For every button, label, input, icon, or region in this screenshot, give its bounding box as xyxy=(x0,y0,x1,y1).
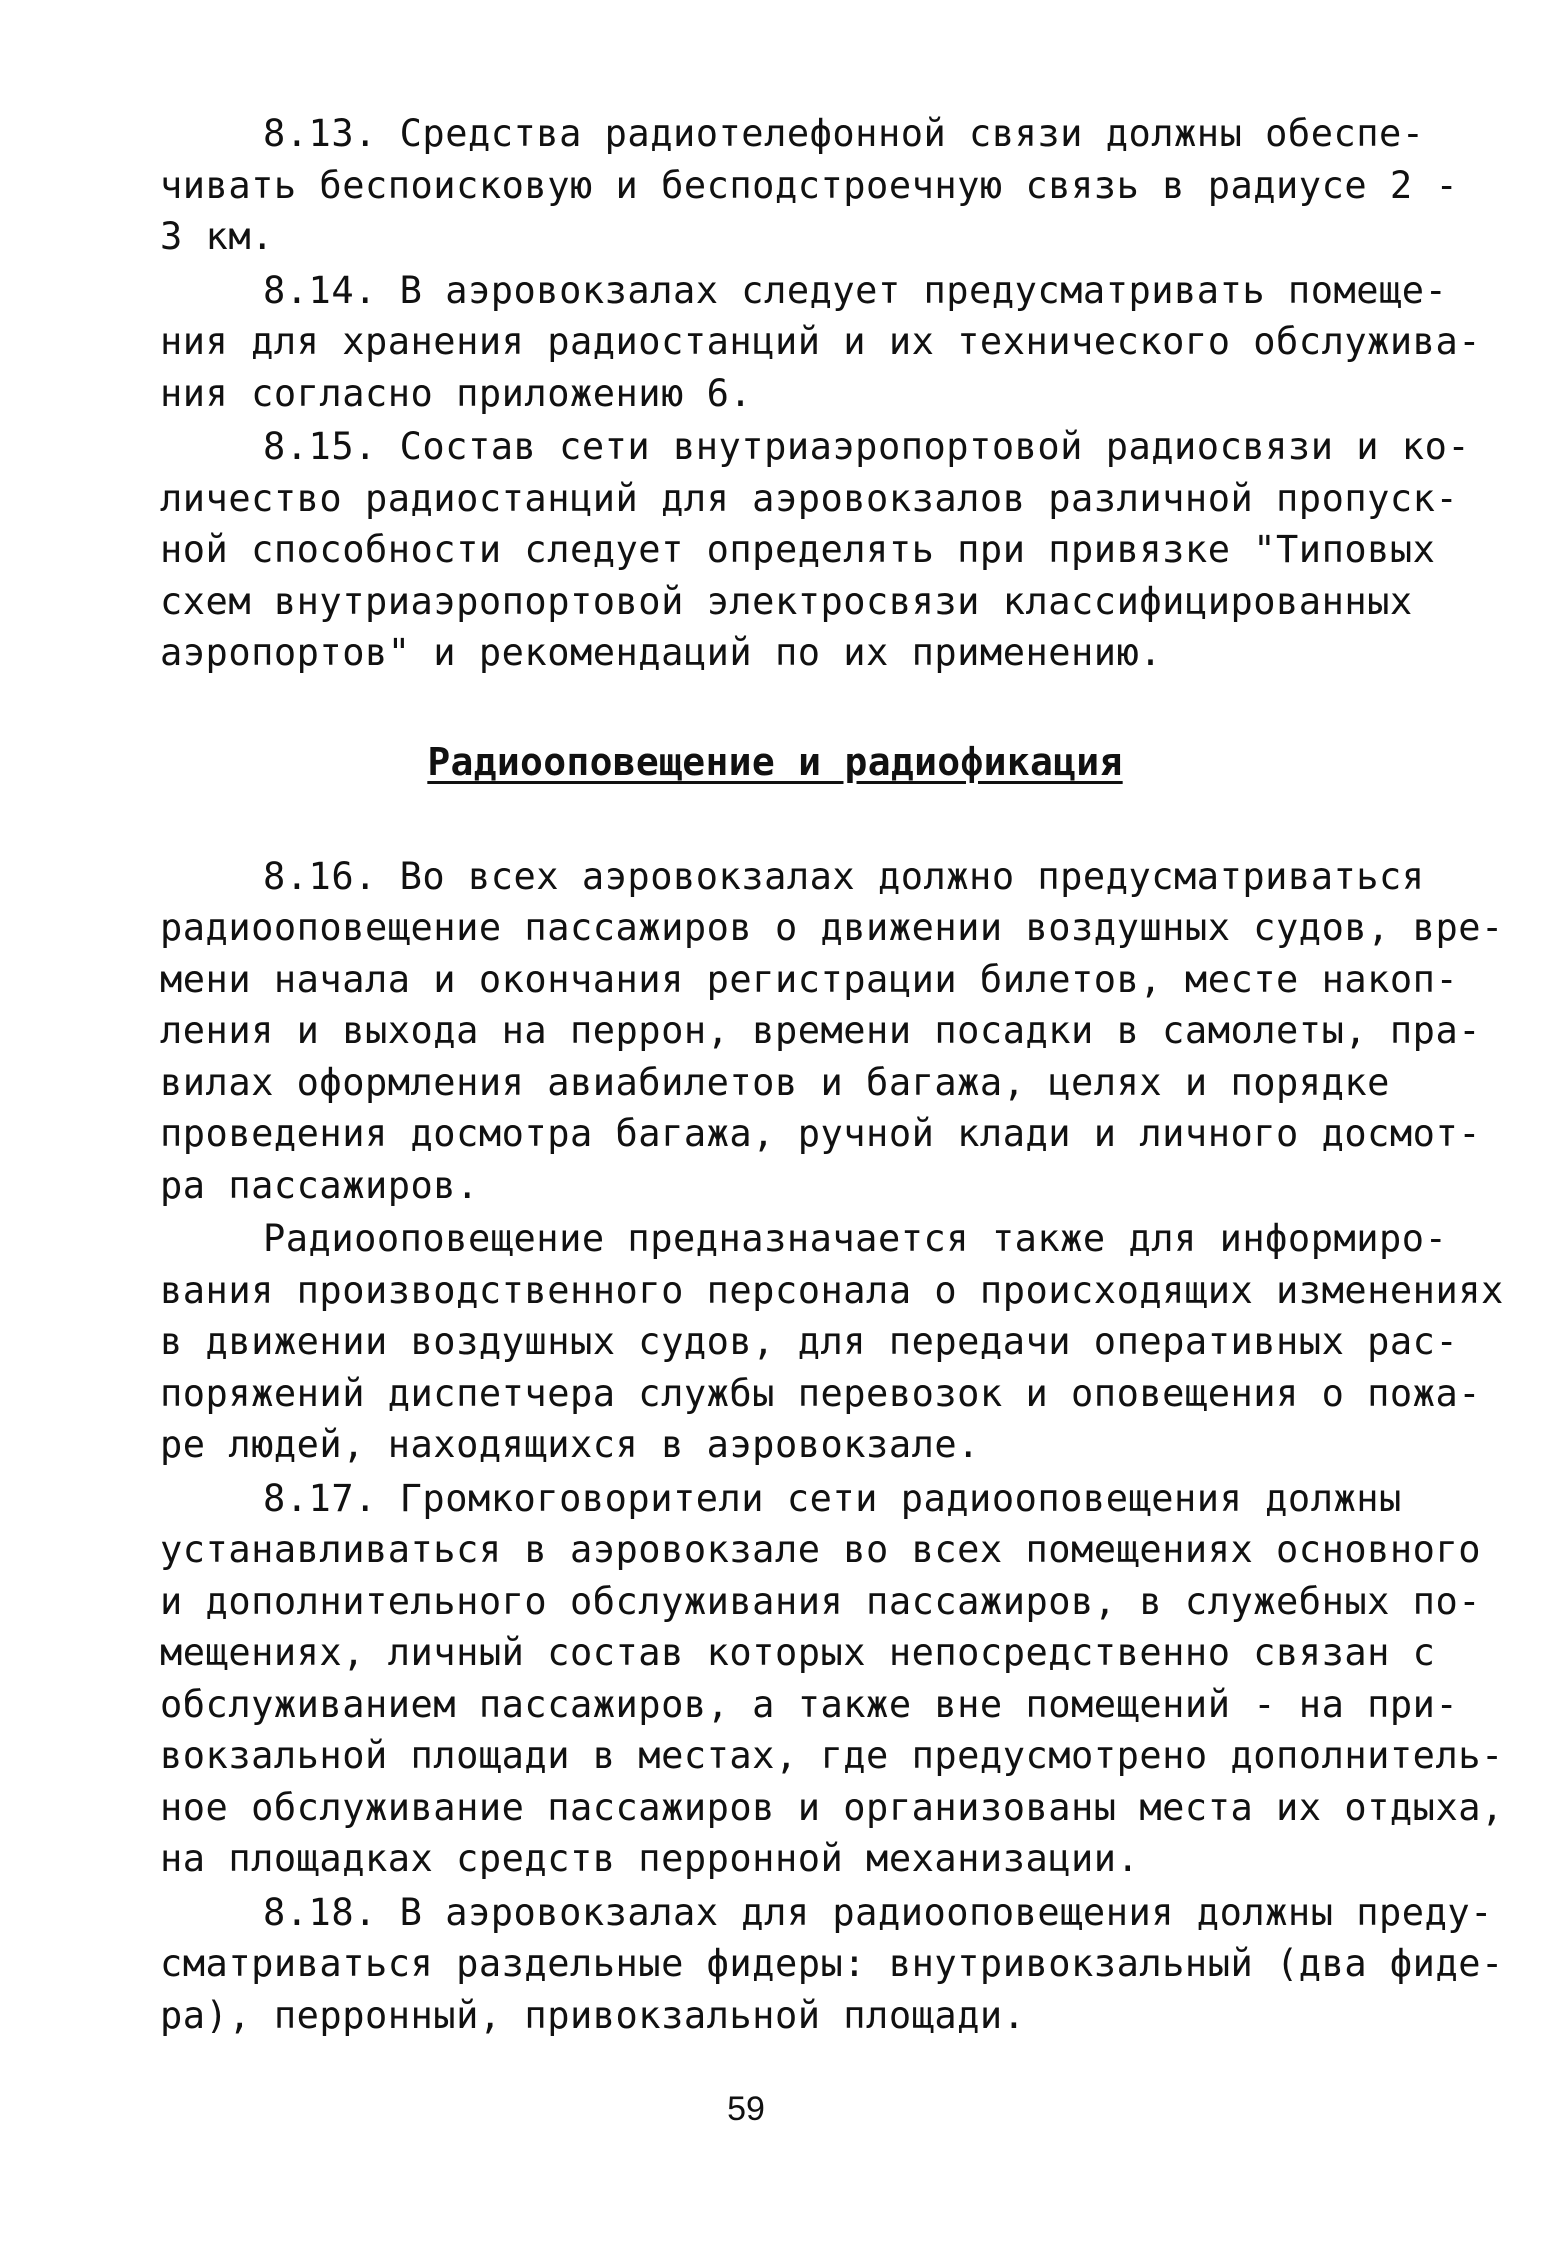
text-line: вокзальной площади в местах, где предусмотрено дополнитель- xyxy=(160,1734,1504,1777)
paragraph-8-18 xyxy=(160,1887,1504,2042)
text-line: 3 км. xyxy=(160,215,274,258)
paragraph-8-14 xyxy=(160,265,1482,420)
text-line: ра пассажиров. xyxy=(160,1163,479,1207)
text-line: сматриваться раздельные фидеры: внутривокзальный (два фиде- xyxy=(160,1942,1504,1985)
text-line: обслуживанием пассажиров, а также вне помещений - на при- xyxy=(160,1682,1459,1726)
paragraph-8-16 xyxy=(160,851,1504,1212)
text-line: ра), перронный, привокзальной площади. xyxy=(160,1993,1026,2037)
text-line: мещениях, личный состав которых непосредственно связан с xyxy=(160,1631,1436,1674)
text-line: 8.16. Во всех аэровокзалах должно предусматриваться xyxy=(263,854,1425,898)
text-line: 8.15. Состав сети внутриаэропортовой радиосвязи и ко- xyxy=(263,425,1471,468)
text-line: устанавливаться в аэровокзале во всех помещениях основного xyxy=(160,1528,1482,1571)
text-line: 8.14. В аэровокзалах следует предусматривать помеще- xyxy=(263,268,1448,312)
document-page xyxy=(160,108,1504,2041)
text-line: 8.13. Средства радиотелефонной связи должны обеспе- xyxy=(263,112,1425,155)
text-line: ления и выхода на перрон, времени посадки в самолеты, пра- xyxy=(160,1009,1482,1052)
text-line: ре людей, находящихся в аэровокзале. xyxy=(160,1423,980,1466)
text-line: радиооповещение пассажиров о движении воздушных судов, вре- xyxy=(160,906,1504,949)
text-line: аэропортов" и рекомендаций по их применению. xyxy=(160,631,1163,674)
text-line: 8.17. Громкоговорители сети радиооповещения должны xyxy=(263,1476,1402,1520)
text-line: личество радиостанций для аэровокзалов различной пропуск- xyxy=(160,476,1459,520)
page-number: 59 xyxy=(727,2090,765,2128)
text-line: проведения досмотра багажа, ручной клади и личного досмот- xyxy=(160,1112,1482,1155)
text-line: вилах оформления авиабилетов и багажа, целях и порядке xyxy=(160,1060,1390,1104)
paragraph-8-13 xyxy=(160,108,1459,263)
text-line: ния согласно приложению 6. xyxy=(160,371,753,415)
text-line: чивать беспоисковую и бесподстроечную связь в радиусе 2 - xyxy=(160,163,1459,207)
text-line: ния для хранения радиостанций и их технического обслужива- xyxy=(160,320,1482,363)
section-heading: Радиооповещение и радиофикация xyxy=(427,739,1123,784)
paragraph-8-17 xyxy=(160,1473,1504,1885)
text-line: на площадках средств перронной механизации. xyxy=(160,1837,1140,1880)
text-line: в движении воздушных судов, для передачи оперативных рас- xyxy=(160,1320,1459,1363)
text-line: ное обслуживание пассажиров и организованы места их отдыха, xyxy=(160,1785,1504,1829)
paragraph-radio-purpose xyxy=(160,1213,1504,1471)
text-line: 8.18. В аэровокзалах для радиооповещения должны преду- xyxy=(263,1890,1493,1934)
text-line: схем внутриаэропортовой электросвязи классифицированных xyxy=(160,579,1413,623)
text-line: и дополнительного обслуживания пассажиров, в служебных по- xyxy=(160,1579,1482,1623)
text-line: Радиооповещение предназначается также для информиро- xyxy=(263,1217,1448,1260)
text-line: мени начала и окончания регистрации билетов, месте накоп- xyxy=(160,957,1459,1001)
text-line: вания производственного персонала о происходящих изменениях xyxy=(160,1268,1504,1312)
paragraph-8-15 xyxy=(160,421,1471,679)
text-line: поряжений диспетчера службы перевозок и оповещения о пожа- xyxy=(160,1371,1482,1415)
text-line: ной способности следует определять при привязке "Типовых xyxy=(160,528,1436,571)
